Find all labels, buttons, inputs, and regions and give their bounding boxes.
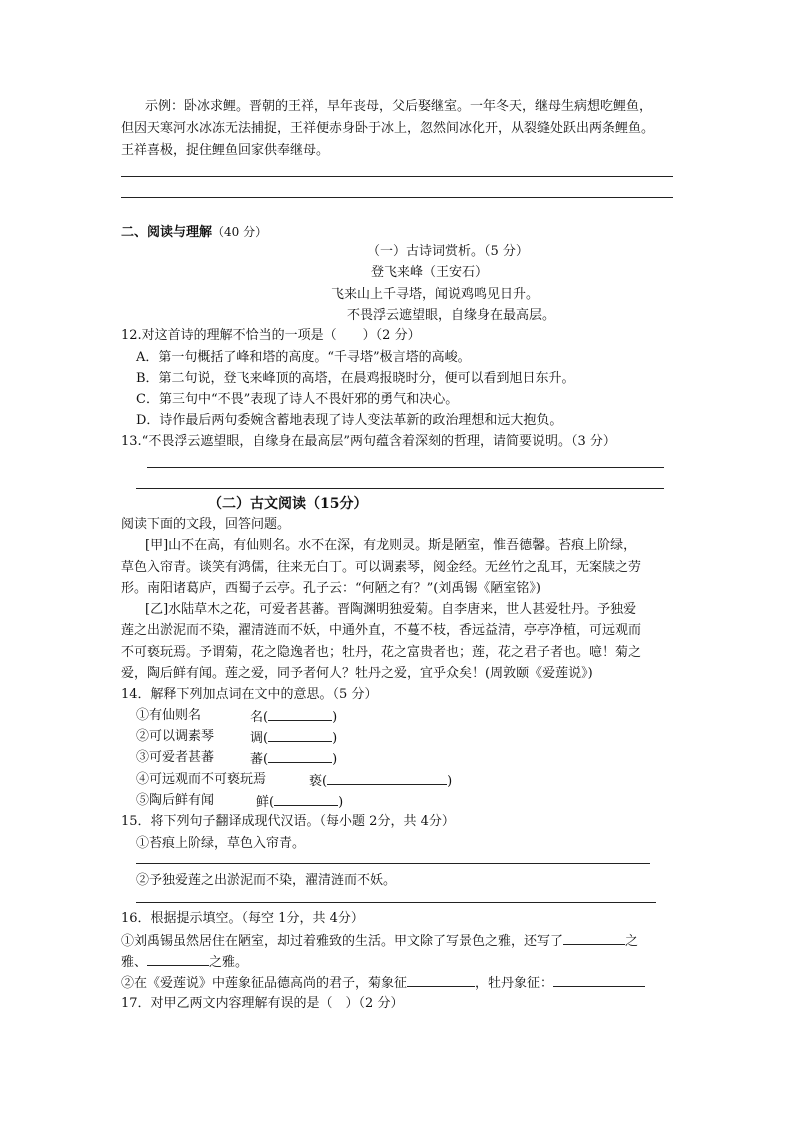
q14-answer: 亵( ) [309,770,452,792]
q14-word: 调 [250,731,264,746]
q14-answer-blank[interactable] [268,706,332,721]
question-17: 17．对甲乙两文内容理解有误的是（ ）（2 分） [121,996,404,1011]
q14-word: 鲜 [256,795,270,810]
q14-item [136,706,201,726]
q14-item [136,770,266,790]
section-heading [121,222,267,243]
answer-line[interactable] [121,176,673,177]
q14-answer-blank[interactable] [268,727,332,742]
q14-item [136,748,214,768]
q14-answer-blank[interactable] [274,791,338,806]
option-d: D．诗作最后两句委婉含蓄地表现了诗人变法革新的政治理想和远大抱负。 [136,413,563,428]
answer-line[interactable] [147,467,664,468]
q14-item [136,791,214,811]
poem-line-2: 不畏浮云遮望眼，自缘身在最高层。 [347,308,556,323]
q16-blank[interactable] [553,972,645,987]
q16-text: ①刘禹锡虽然居住在陋室，却过着雅致的生活。甲文除了写景色之雅，还写了 [121,934,564,949]
example-line-2: 但因天寒河水冰冻无法捕捉，王祥便赤身卧于冰上，忽然间冰化开，从裂缝处跃出两条鲤鱼。 [121,121,655,136]
answer-line[interactable] [136,863,650,864]
q14-phrase: ⑤陶后鲜有闻 [136,793,215,808]
option-a: A．第一句概括了峰和塔的高度。“千寻塔”极言塔的高峻。 [136,350,471,365]
q15-sentence-1: ①苔痕上阶绿，草色入帘青。 [136,836,306,851]
poem-line-1: 飞来山上千寻塔，闻说鸡鸣见日升。 [331,287,540,302]
q14-word: 亵 [309,774,323,789]
example-line-1: 示例：卧冰求鲤。晋朝的王祥，早年丧母，父后娶继室。一年冬天，继母生病想吃鲤鱼， [145,99,653,114]
q16-line-1 [121,930,638,952]
q16-blank[interactable] [147,951,209,966]
q16-line-2 [121,951,248,973]
q16-text: 之 [625,934,639,949]
q14-answer-blank[interactable] [327,770,447,785]
q14-phrase: ③可爱者甚蕃 [136,750,215,765]
q14-phrase: ①有仙则名 [136,708,202,723]
answer-line[interactable] [121,197,673,198]
q14-answer: 蕃( ) [250,748,337,770]
passage-b-line-3: 不可亵玩焉。予谓菊，花之隐逸者也；牡丹，花之富贵者也；莲，花之君子者也。噫！菊之 [121,645,642,660]
passage-b-line-2: 莲之出淤泥而不染，濯清涟而不妖，中通外直，不蔓不枝，香远益清，亭亭净植，可远观而 [121,623,642,638]
q16-line-3 [121,972,645,994]
question-12: 12.对这首诗的理解不恰当的一项是（ ）（2 分） [121,328,421,343]
example-line-3: 王祥喜极，捉住鲤鱼回家供奉继母。 [121,143,330,158]
q16-blank[interactable] [407,972,475,987]
q14-phrase: ④可远观而不可亵玩焉 [136,772,267,787]
question-13: 13.“不畏浮云遮望眼，自缘身在最高层”两句蕴含着深刻的哲理，请简要说明。（3 分） [121,434,616,449]
question-15: 15．将下列句子翻译成现代汉语。（每小题 2分，共 4分） [121,814,455,829]
poem-title: 登飞来峰（王安石） [371,265,489,280]
passage-b-line-1: [乙]水陆草木之花，可爱者甚蕃。晋陶渊明独爱菊。自李唐来，世人甚爱牡丹。予独爱 [145,602,637,617]
q16-text: 之雅。 [209,955,249,970]
section-score: （40 分） [212,225,268,239]
section-title: 二、阅读与理解 [121,225,213,240]
question-14: 14．解释下列加点词在文中的意思。（5 分） [121,687,378,702]
question-16: 16．根据提示填空。（每空 1分，共 4分） [121,911,364,926]
passage-a-line-1: [甲]山不在高，有仙则名。水不在深，有龙则灵。斯是陋室，惟吾德馨。苔痕上阶绿， [145,538,637,553]
option-c: C．第三句中“不畏”表现了诗人不畏奸邪的勇气和决心。 [136,392,459,407]
poem-heading: （一）古诗词赏析。（5 分） [367,244,529,259]
q14-answer: 名( ) [250,706,337,728]
q15-sentence-2: ②予独爱莲之出淤泥而不染，濯清涟而不妖。 [136,873,397,888]
passage-a-line-3: 形。南阳诸葛庐，西蜀子云亭。孔子云：“何陋之有？”(刘禹锡《陋室铭》) [121,581,541,596]
q16-blank[interactable] [563,930,625,945]
answer-line[interactable] [136,902,656,903]
option-b: B．第二句说，登飞来峰顶的高塔，在晨鸡报晓时分，便可以看到旭日东升。 [136,371,575,386]
q16-text: 雅、 [121,955,148,970]
q16-text: ，牡丹象征： [475,976,554,991]
q14-phrase: ②可以调素琴 [136,729,215,744]
passage-b-line-4: 爱，陶后鲜有闻。莲之爱，同予者何人？牡丹之爱，宜乎众矣！(周敦颐《爱莲说》) [121,666,593,681]
classical-intro: 阅读下面的文段，回答问题。 [121,517,291,532]
classical-heading: （二）古文阅读（15分） [208,496,368,512]
q14-word: 蕃 [250,752,264,767]
passage-a-line-2: 草色入帘青。谈笑有鸿儒，往来无白丁。可以调素琴，阅金经。无丝竹之乱耳，无案牍之劳 [121,560,642,575]
q14-answer: 调( ) [250,727,337,749]
answer-line[interactable] [136,488,664,489]
q14-item [136,727,214,747]
q14-answer: 鲜( ) [256,791,343,813]
q16-text: ②在《爱莲说》中莲象征品德高尚的君子，菊象征 [121,976,408,991]
q14-answer-blank[interactable] [268,748,332,763]
q14-word: 名 [250,710,264,725]
